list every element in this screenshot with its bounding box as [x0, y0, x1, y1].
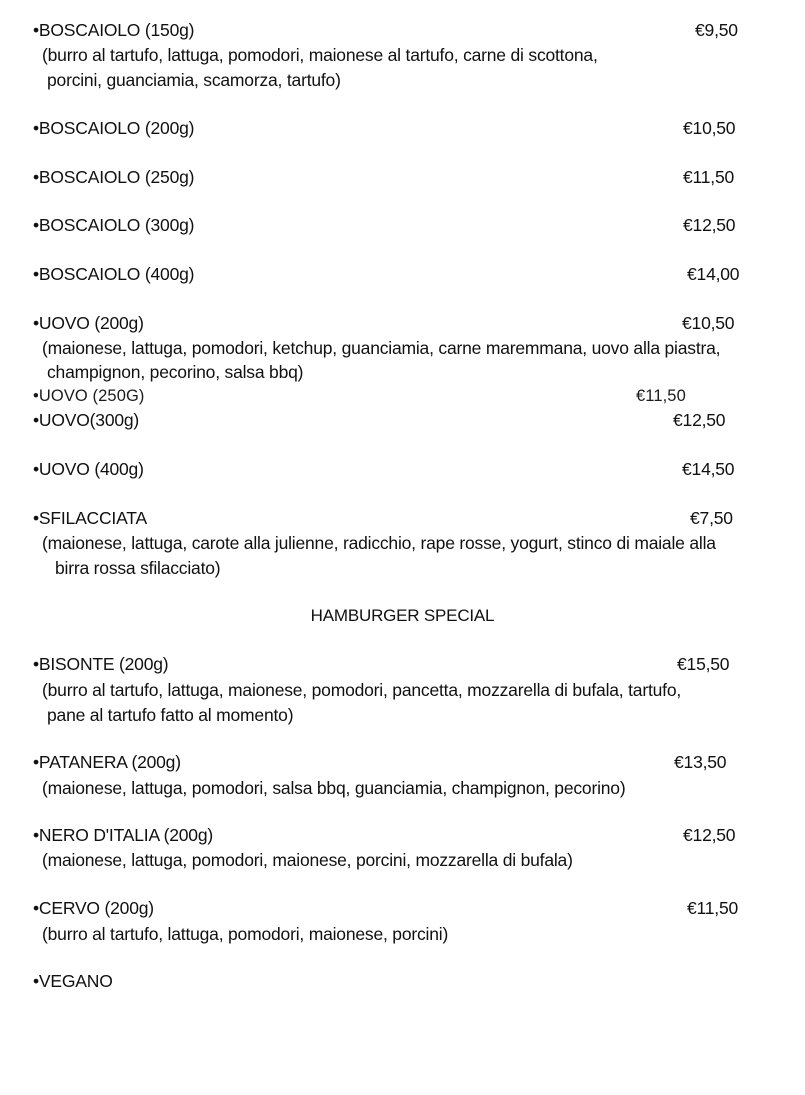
- item-description: pane al tartufo fatto al momento): [47, 705, 294, 725]
- item-name: •UOVO (200g): [33, 313, 144, 333]
- section-title: HAMBURGER SPECIAL: [310, 606, 495, 625]
- item-price: €12,50: [673, 410, 726, 430]
- item-price: €9,50: [695, 20, 738, 40]
- item-name: •BOSCAIOLO (150g): [33, 20, 195, 40]
- item-description: (maionese, lattuga, pomodori, maionese, porcini, mozzarella di bufala): [42, 850, 573, 870]
- item-price: €14,50: [682, 459, 735, 479]
- item-price: €7,50: [690, 508, 733, 528]
- item-name: •BOSCAIOLO (400g): [33, 264, 195, 284]
- item-name: •SFILACCIATA: [33, 508, 147, 528]
- item-name: •BOSCAIOLO (250g): [33, 167, 195, 187]
- item-price: €12,50: [683, 825, 736, 845]
- item-description: (burro al tartufo, lattuga, pomodori, maionese al tartufo, carne di scottona,: [42, 45, 598, 65]
- item-description: (burro al tartufo, lattuga, pomodori, maionese, porcini): [42, 924, 449, 944]
- item-name: •CERVO (200g): [33, 898, 154, 918]
- item-name: •NERO D'ITALIA (200g): [33, 825, 214, 845]
- item-description: birra rossa sfilacciato): [55, 558, 221, 578]
- item-description: porcini, guanciamia, scamorza, tartufo): [47, 70, 341, 90]
- item-description: (burro al tartufo, lattuga, maionese, pomodori, pancetta, mozzarella di bufala, tartufo,: [42, 680, 682, 700]
- item-name: •UOVO (250G): [33, 387, 145, 405]
- item-name: •BOSCAIOLO (200g): [33, 118, 195, 138]
- item-name: •PATANERA (200g): [33, 752, 181, 772]
- item-description: (maionese, lattuga, pomodori, ketchup, guanciamia, carne maremmana, uovo alla piastra,: [42, 338, 721, 358]
- item-description: (maionese, lattuga, pomodori, salsa bbq, guanciamia, champignon, pecorino): [42, 778, 626, 798]
- item-name: •BISONTE (200g): [33, 654, 169, 674]
- item-price: €10,50: [682, 313, 735, 333]
- item-price: €13,50: [674, 752, 727, 772]
- item-price: €14,00: [687, 264, 740, 284]
- item-price: €15,50: [677, 654, 730, 674]
- item-price: €12,50: [683, 215, 736, 235]
- item-price: €11,50: [683, 167, 735, 187]
- item-description: champignon, pecorino, salsa bbq): [47, 362, 304, 382]
- item-name: •BOSCAIOLO (300g): [33, 215, 195, 235]
- item-price: €11,50: [636, 387, 686, 405]
- item-price: €11,50: [687, 898, 739, 918]
- item-price: €10,50: [683, 118, 736, 138]
- item-name: •UOVO (400g): [33, 459, 144, 479]
- item-name: •UOVO(300g): [33, 410, 140, 430]
- item-name: •VEGANO: [33, 971, 113, 991]
- item-description: (maionese, lattuga, carote alla julienne, radicchio, rape rosse, yogurt, stinco di maiale alla: [42, 533, 716, 553]
